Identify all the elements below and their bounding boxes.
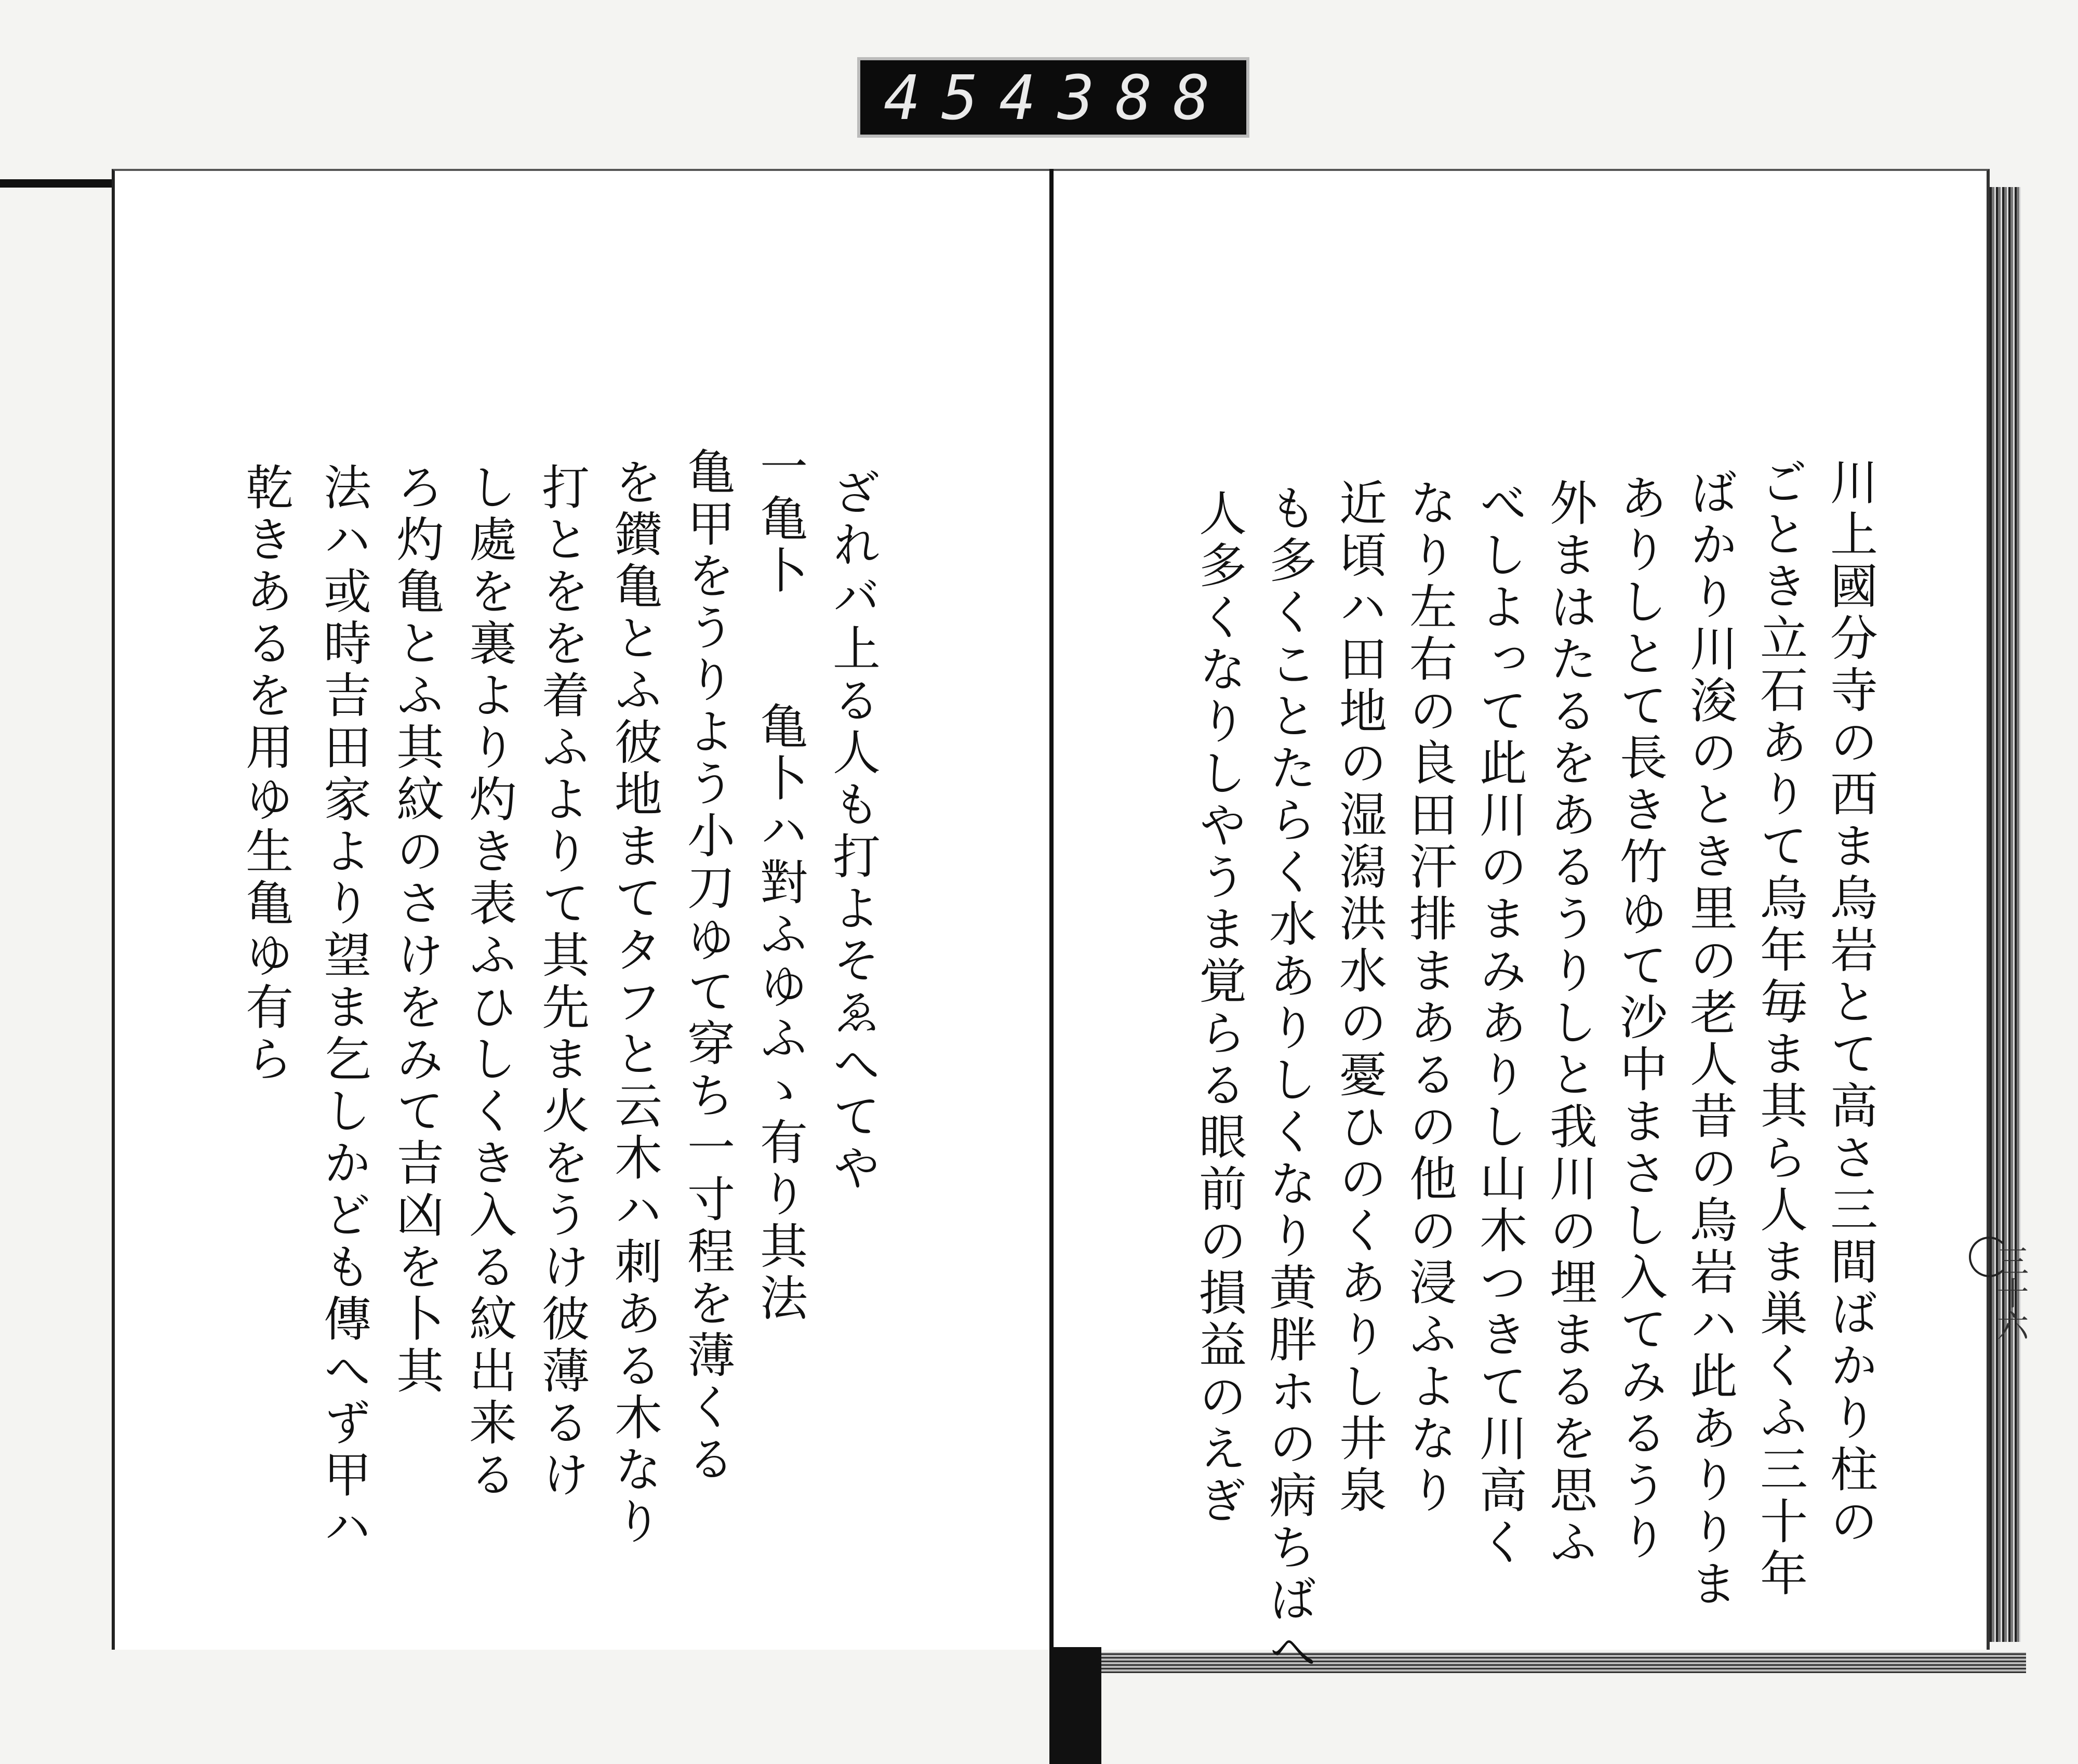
left-line-6: し處を裏より灼き表ふひしくき入る紋出来る	[461, 462, 517, 1502]
bottom-page-edges	[1091, 1652, 2026, 1673]
counter-left: 454	[884, 61, 1057, 134]
right-line-8: 近頃ハ田地の湿潟洪水の憂ひのくありし井泉	[1331, 478, 1387, 1517]
left-line-7: ろ灼亀とふ其紋のさけをみて吉凶を卜其	[389, 462, 444, 1398]
right-line-4: ありしとて長き竹ゆて沙中まさし入てみるうり	[1612, 473, 1668, 1564]
book-spine	[1049, 169, 1054, 1660]
left-line-4: を鑚亀とふ彼地まてタフと云木ハ刺ある木なり	[607, 457, 662, 1548]
right-line-3: ばかり川浚のとき里の老人昔の烏岩ハ此ありりま	[1682, 468, 1738, 1611]
right-line-6: べしよって此川のまみありし山木つきて川高く	[1472, 478, 1527, 1569]
left-line-2: 一亀卜 亀卜ハ對ふゆふゝ有り其法	[752, 442, 808, 1325]
page-edges	[1990, 187, 2021, 1642]
margin-folio-tag: 三十六	[1991, 1244, 2029, 1341]
right-line-1: 川上國分寺の西ま烏岩とて高さ三間ばかり柱の	[1822, 457, 1878, 1548]
left-line-5: 打とをを着ふよりて其先ま火をうけ彼薄るけ	[534, 462, 590, 1502]
left-line-3: 亀甲をうりよう小刀ゆて穿ち一寸程を薄くる	[680, 447, 735, 1486]
top-rule	[0, 179, 119, 188]
left-line-9: 乾きあるを用ゆ生亀ゆ有ら	[238, 462, 294, 1086]
counter-right: 388	[1057, 61, 1231, 134]
left-line-1: ざれバ上る人も打よそゑへてや	[825, 468, 881, 1195]
frame-counter	[857, 57, 1249, 138]
right-line-9: も多くことたらく水ありしくなり黄胖ホの病ちばへ	[1261, 483, 1317, 1678]
left-line-8: 法ハ或時吉田家より望ま乞しかども傳へず甲ハ	[316, 462, 371, 1554]
right-line-10: 人多くなりしやうま覚らる眼前の損益のえぎ	[1191, 488, 1247, 1528]
spine-foot	[1049, 1647, 1101, 1764]
right-line-5: 外まはたるをあるうりしと我川の埋まるを思ふ	[1542, 478, 1597, 1569]
right-line-2: ごとき立石ありて烏年毎ま其ら人ま巣くふ三十年	[1752, 457, 1808, 1600]
right-line-7: なり左右の良田汗排まあるの他の浸ふよなり	[1402, 478, 1457, 1517]
